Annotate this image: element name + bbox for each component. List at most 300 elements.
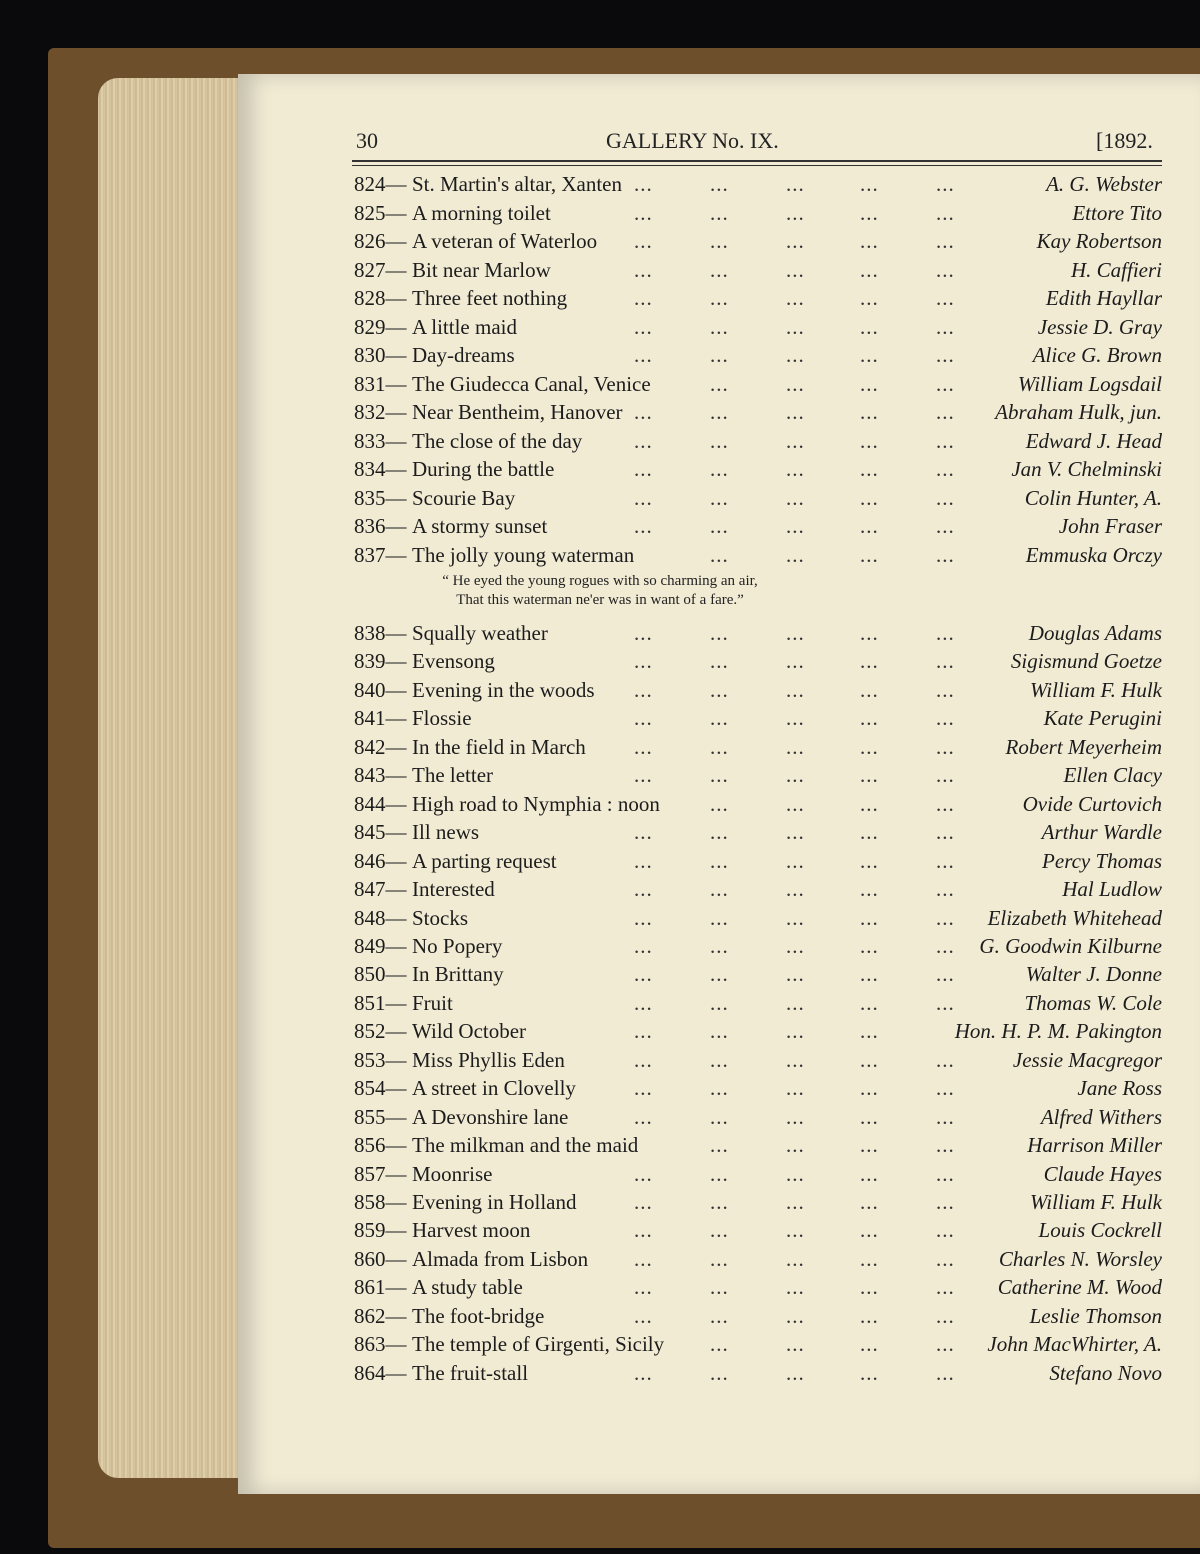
leader-dots: ... bbox=[936, 371, 955, 396]
entry-artist: Alice G. Brown bbox=[1032, 343, 1162, 367]
leader-dots: ... bbox=[710, 485, 729, 510]
leader-dots: ... bbox=[860, 649, 879, 674]
entry-title: In Brittany bbox=[412, 962, 504, 987]
leader-dots: ... bbox=[710, 514, 729, 538]
leader-dots: ... bbox=[936, 1076, 955, 1101]
entry-artist: Arthur Wardle bbox=[1041, 820, 1162, 845]
entry-artist: Charles N. Worsley bbox=[998, 1246, 1162, 1271]
entry-title: St. Martin's altar, Xanten bbox=[412, 172, 622, 196]
leader-dots: ... bbox=[634, 1360, 653, 1385]
leader-dots: ... bbox=[786, 1246, 805, 1271]
leader-dots: ... bbox=[634, 229, 653, 253]
leader-dots: ... bbox=[936, 1104, 955, 1129]
leader-dots: ... bbox=[634, 457, 653, 481]
entry-number: 851— bbox=[354, 990, 407, 1015]
leader-dots: ... bbox=[860, 933, 879, 958]
catalogue-entry bbox=[0, 1304, 1200, 1332]
leader-dots: ... bbox=[860, 514, 879, 538]
leader-dots: ... bbox=[634, 848, 653, 873]
leader-dots: ... bbox=[936, 990, 955, 1015]
leader-dots: ... bbox=[936, 1047, 955, 1072]
catalogue-entry bbox=[0, 457, 1200, 485]
entry-number: 853— bbox=[354, 1047, 407, 1072]
entry-artist: Edward J. Head bbox=[1025, 428, 1162, 453]
entry-number: 849— bbox=[354, 933, 407, 958]
entry-title: Near Bentheim, Hanover bbox=[412, 400, 623, 424]
leader-dots: ... bbox=[634, 734, 653, 759]
entry-title: Day-dreams bbox=[412, 343, 515, 367]
leader-dots: ... bbox=[936, 200, 955, 225]
catalogue-entry bbox=[0, 962, 1200, 990]
entry-number: 841— bbox=[354, 706, 407, 731]
catalogue-entry bbox=[0, 792, 1200, 820]
entry-title: Fruit bbox=[412, 990, 453, 1015]
leader-dots: ... bbox=[710, 962, 729, 987]
leader-dots: ... bbox=[634, 1161, 653, 1186]
leader-dots: ... bbox=[860, 371, 879, 396]
leader-dots: ... bbox=[786, 514, 805, 538]
entry-artist: Ettore Tito bbox=[1072, 200, 1162, 225]
entry-title: A veteran of Waterloo bbox=[412, 229, 598, 253]
catalogue-entry bbox=[0, 849, 1200, 877]
entry-number: 828— bbox=[354, 286, 407, 310]
entry-number: 832— bbox=[354, 400, 407, 424]
entry-artist: Hon. H. P. M. Pakington bbox=[954, 1019, 1162, 1044]
leader-dots: ... bbox=[786, 343, 805, 367]
entry-title: Almada from Lisbon bbox=[412, 1246, 589, 1271]
entry-title: A stormy sunset bbox=[412, 514, 548, 538]
leader-dots: ... bbox=[936, 1360, 955, 1385]
leader-dots: ... bbox=[936, 485, 955, 510]
entry-number: 837— bbox=[354, 542, 407, 567]
leader-dots: ... bbox=[710, 1161, 729, 1186]
leader-dots: ... bbox=[936, 1190, 955, 1214]
catalogue-entry bbox=[0, 1190, 1200, 1218]
leader-dots: ... bbox=[936, 677, 955, 702]
entry-title: The jolly young waterman bbox=[412, 542, 635, 567]
entry-number: 824— bbox=[354, 172, 407, 196]
leader-dots: ... bbox=[710, 990, 729, 1015]
leader-dots: ... bbox=[634, 706, 653, 731]
leader-dots: ... bbox=[786, 1161, 805, 1186]
leader-dots: ... bbox=[710, 791, 729, 816]
leader-dots: ... bbox=[936, 1133, 955, 1158]
leader-dots: ... bbox=[710, 400, 729, 424]
leader-dots: ... bbox=[860, 962, 879, 987]
catalogue-entry bbox=[0, 1105, 1200, 1133]
leader-dots: ... bbox=[710, 1076, 729, 1101]
leader-dots: ... bbox=[634, 1218, 653, 1243]
leader-dots: ... bbox=[936, 428, 955, 453]
entry-artist: Emmuska Orczy bbox=[1025, 542, 1162, 567]
leader-dots: ... bbox=[936, 1246, 955, 1271]
catalogue-entry bbox=[0, 820, 1200, 848]
leader-dots: ... bbox=[936, 877, 955, 902]
catalogue-entry bbox=[0, 1332, 1200, 1360]
entry-number: 829— bbox=[354, 314, 407, 339]
leader-dots: ... bbox=[634, 1047, 653, 1072]
entry-number: 834— bbox=[354, 457, 407, 481]
leader-dots: ... bbox=[860, 1047, 879, 1072]
entry-title: The temple of Girgenti, Sicily bbox=[412, 1332, 665, 1357]
entry-title: A study table bbox=[412, 1275, 523, 1300]
leader-dots: ... bbox=[634, 1076, 653, 1101]
leader-dots: ... bbox=[634, 933, 653, 958]
catalogue-entry bbox=[0, 201, 1200, 229]
leader-dots: ... bbox=[786, 933, 805, 958]
leader-dots: ... bbox=[634, 763, 653, 788]
catalogue-entry bbox=[0, 1218, 1200, 1246]
leader-dots: ... bbox=[786, 1019, 805, 1044]
entry-artist: Sigismund Goetze bbox=[1010, 649, 1162, 674]
leader-dots: ... bbox=[634, 820, 653, 845]
entry-title: No Popery bbox=[412, 933, 503, 958]
leader-dots: ... bbox=[786, 706, 805, 731]
leader-dots: ... bbox=[710, 1190, 729, 1214]
entry-title: The milkman and the maid bbox=[412, 1133, 639, 1158]
catalogue-entry bbox=[0, 735, 1200, 763]
leader-dots: ... bbox=[786, 820, 805, 845]
entry-artist: John MacWhirter, A. bbox=[987, 1332, 1162, 1357]
entry-number: 840— bbox=[354, 677, 407, 702]
leader-dots: ... bbox=[860, 706, 879, 731]
leader-dots: ... bbox=[936, 457, 955, 481]
catalogue-entry bbox=[0, 991, 1200, 1019]
entry-artist: Walter J. Donne bbox=[1025, 962, 1162, 987]
catalogue-entry bbox=[0, 400, 1200, 428]
entry-artist: Louis Cockrell bbox=[1038, 1218, 1162, 1243]
leader-dots: ... bbox=[786, 1076, 805, 1101]
leader-dots: ... bbox=[710, 371, 729, 396]
entry-number: 842— bbox=[354, 734, 407, 759]
leader-dots: ... bbox=[634, 905, 653, 930]
leader-dots: ... bbox=[634, 1275, 653, 1300]
leader-dots: ... bbox=[860, 848, 879, 873]
catalogue-entry bbox=[0, 229, 1200, 257]
leader-dots: ... bbox=[634, 677, 653, 702]
leader-dots: ... bbox=[860, 257, 879, 282]
catalogue-entry bbox=[0, 678, 1200, 706]
entry-artist: Robert Meyerheim bbox=[1005, 734, 1162, 759]
entry-artist: Kay Robertson bbox=[1036, 229, 1162, 253]
entry-number: 860— bbox=[354, 1246, 407, 1271]
leader-dots: ... bbox=[860, 1332, 879, 1357]
entry-artist: Stefano Novo bbox=[1049, 1360, 1162, 1385]
leader-dots: ... bbox=[710, 877, 729, 902]
leader-dots: ... bbox=[710, 257, 729, 282]
leader-dots: ... bbox=[860, 1161, 879, 1186]
leader-dots: ... bbox=[710, 1332, 729, 1357]
leader-dots: ... bbox=[634, 990, 653, 1015]
leader-dots: ... bbox=[710, 1360, 729, 1385]
leader-dots: ... bbox=[860, 343, 879, 367]
leader-dots: ... bbox=[860, 457, 879, 481]
entry-title: Squally weather bbox=[412, 621, 548, 645]
leader-dots: ... bbox=[710, 542, 729, 567]
entry-number: 843— bbox=[354, 763, 407, 788]
catalogue-entry bbox=[0, 1275, 1200, 1303]
leader-dots: ... bbox=[710, 763, 729, 788]
leader-dots: ... bbox=[710, 1303, 729, 1328]
leader-dots: ... bbox=[710, 734, 729, 759]
leader-dots: ... bbox=[860, 877, 879, 902]
page-number: 30 bbox=[356, 128, 378, 153]
catalogue-entry bbox=[0, 1247, 1200, 1275]
leader-dots: ... bbox=[860, 1275, 879, 1300]
entry-title: High road to Nymphia : noon bbox=[412, 791, 660, 816]
leader-dots: ... bbox=[860, 1190, 879, 1214]
leader-dots: ... bbox=[786, 1104, 805, 1129]
leader-dots: ... bbox=[710, 905, 729, 930]
leader-dots: ... bbox=[936, 621, 955, 645]
leader-dots: ... bbox=[710, 428, 729, 453]
leader-dots: ... bbox=[710, 706, 729, 731]
leader-dots: ... bbox=[936, 706, 955, 731]
leader-dots: ... bbox=[786, 1218, 805, 1243]
entry-title: The foot-bridge bbox=[412, 1303, 545, 1328]
leader-dots: ... bbox=[860, 1303, 879, 1328]
catalogue-entry bbox=[0, 286, 1200, 314]
entry-number: 857— bbox=[354, 1161, 407, 1186]
entry-artist: John Fraser bbox=[1058, 514, 1162, 538]
leader-dots: ... bbox=[860, 314, 879, 339]
entry-number: 856— bbox=[354, 1133, 407, 1158]
entry-number: 855— bbox=[354, 1104, 407, 1129]
leader-dots: ... bbox=[710, 1218, 729, 1243]
leader-dots: ... bbox=[710, 1246, 729, 1271]
header-rule bbox=[352, 160, 1162, 162]
leader-dots: ... bbox=[860, 229, 879, 253]
entry-number: 854— bbox=[354, 1076, 407, 1101]
entry-title: The Giudecca Canal, Venice bbox=[412, 371, 651, 396]
leader-dots: ... bbox=[786, 905, 805, 930]
entry-title: Evening in Holland bbox=[412, 1190, 577, 1214]
entry-title: The fruit-stall bbox=[412, 1360, 529, 1385]
leader-dots: ... bbox=[860, 428, 879, 453]
entry-artist: Edith Hayllar bbox=[1045, 286, 1162, 310]
leader-dots: ... bbox=[710, 1104, 729, 1129]
leader-dots: ... bbox=[936, 1303, 955, 1328]
catalogue-entry bbox=[0, 372, 1200, 400]
leader-dots: ... bbox=[860, 1019, 879, 1044]
leader-dots: ... bbox=[860, 1246, 879, 1271]
catalogue-entry bbox=[0, 934, 1200, 962]
entry-artist: Abraham Hulk, jun. bbox=[995, 400, 1162, 424]
catalogue-entry bbox=[0, 486, 1200, 514]
leader-dots: ... bbox=[786, 1047, 805, 1072]
leader-dots: ... bbox=[786, 1360, 805, 1385]
leader-dots: ... bbox=[634, 428, 653, 453]
leader-dots: ... bbox=[710, 286, 729, 310]
leader-dots: ... bbox=[936, 820, 955, 845]
catalogue-entry bbox=[0, 1076, 1200, 1104]
header-rule-thin bbox=[352, 165, 1162, 166]
quote-line: “ He eyed the young rogues with so charming an air, bbox=[442, 573, 758, 589]
leader-dots: ... bbox=[634, 257, 653, 282]
entry-number: 844— bbox=[354, 791, 407, 816]
catalogue-entry bbox=[0, 877, 1200, 905]
entry-title: Wild October bbox=[412, 1019, 527, 1044]
entry-title: Bit near Marlow bbox=[412, 257, 551, 282]
leader-dots: ... bbox=[936, 734, 955, 759]
leader-dots: ... bbox=[936, 763, 955, 788]
leader-dots: ... bbox=[710, 343, 729, 367]
quote-line: That this waterman ne'er was in want of a fare.” bbox=[456, 592, 744, 608]
leader-dots: ... bbox=[936, 314, 955, 339]
entry-artist: Catherine M. Wood bbox=[997, 1275, 1162, 1300]
leader-dots: ... bbox=[786, 1332, 805, 1357]
leader-dots: ... bbox=[634, 1104, 653, 1129]
entry-number: 836— bbox=[354, 514, 407, 538]
catalogue-entry bbox=[0, 429, 1200, 457]
entry-artist: Thomas W. Cole bbox=[1024, 990, 1162, 1015]
leader-dots: ... bbox=[786, 229, 805, 253]
leader-dots: ... bbox=[634, 621, 653, 645]
entry-title: Three feet nothing bbox=[412, 286, 568, 310]
leader-dots: ... bbox=[634, 962, 653, 987]
leader-dots: ... bbox=[786, 848, 805, 873]
entry-artist: William Logsdail bbox=[1017, 371, 1162, 396]
entry-title: Evensong bbox=[412, 649, 495, 674]
leader-dots: ... bbox=[936, 962, 955, 987]
entry-number: 826— bbox=[354, 229, 407, 253]
entry-artist: Hal Ludlow bbox=[1062, 877, 1162, 902]
leader-dots: ... bbox=[786, 1133, 805, 1158]
entry-number: 858— bbox=[354, 1190, 407, 1214]
leader-dots: ... bbox=[786, 763, 805, 788]
leader-dots: ... bbox=[786, 200, 805, 225]
leader-dots: ... bbox=[936, 1275, 955, 1300]
entry-title: The letter bbox=[412, 763, 494, 788]
leader-dots: ... bbox=[710, 200, 729, 225]
leader-dots: ... bbox=[710, 848, 729, 873]
leader-dots: ... bbox=[936, 286, 955, 310]
catalogue-entry bbox=[0, 1162, 1200, 1190]
leader-dots: ... bbox=[786, 400, 805, 424]
catalogue-entry bbox=[0, 543, 1200, 571]
entry-number: 847— bbox=[354, 877, 407, 902]
leader-dots: ... bbox=[860, 791, 879, 816]
entry-title: Evening in the woods bbox=[412, 677, 595, 702]
catalogue-entry bbox=[0, 1019, 1200, 1047]
leader-dots: ... bbox=[786, 791, 805, 816]
leader-dots: ... bbox=[786, 257, 805, 282]
entry-artist: Colin Hunter, A. bbox=[1024, 485, 1162, 510]
leader-dots: ... bbox=[860, 1360, 879, 1385]
leader-dots: ... bbox=[936, 229, 955, 253]
entry-artist: Leslie Thomson bbox=[1029, 1303, 1162, 1328]
catalogue-entry bbox=[0, 763, 1200, 791]
catalogue-entry bbox=[0, 706, 1200, 734]
entry-title: A little maid bbox=[412, 314, 517, 339]
entry-number: 833— bbox=[354, 428, 407, 453]
catalogue-entry bbox=[0, 514, 1200, 542]
leader-dots: ... bbox=[634, 877, 653, 902]
entry-number: 848— bbox=[354, 905, 407, 930]
leader-dots: ... bbox=[634, 1303, 653, 1328]
catalogue-entry bbox=[0, 649, 1200, 677]
leader-dots: ... bbox=[710, 1275, 729, 1300]
leader-dots: ... bbox=[936, 257, 955, 282]
entry-title: The close of the day bbox=[412, 428, 583, 453]
entry-artist: Ovide Curtovich bbox=[1022, 791, 1162, 816]
leader-dots: ... bbox=[634, 286, 653, 310]
leader-dots: ... bbox=[710, 820, 729, 845]
leader-dots: ... bbox=[936, 933, 955, 958]
leader-dots: ... bbox=[634, 649, 653, 674]
leader-dots: ... bbox=[710, 229, 729, 253]
leader-dots: ... bbox=[634, 1246, 653, 1271]
leader-dots: ... bbox=[786, 542, 805, 567]
leader-dots: ... bbox=[860, 542, 879, 567]
catalogue-entry bbox=[0, 343, 1200, 371]
entry-number: 835— bbox=[354, 485, 407, 510]
leader-dots: ... bbox=[634, 1190, 653, 1214]
leader-dots: ... bbox=[786, 1275, 805, 1300]
leader-dots: ... bbox=[860, 990, 879, 1015]
entry-artist: William F. Hulk bbox=[1029, 1190, 1162, 1214]
entry-number: 861— bbox=[354, 1275, 407, 1300]
entry-title: Interested bbox=[412, 877, 495, 902]
entry-artist: Jessie D. Gray bbox=[1037, 314, 1162, 339]
entry-title: Ill news bbox=[412, 820, 480, 845]
leader-dots: ... bbox=[710, 172, 729, 196]
leader-dots: ... bbox=[786, 1190, 805, 1214]
leader-dots: ... bbox=[634, 514, 653, 538]
catalogue-entry bbox=[0, 1048, 1200, 1076]
leader-dots: ... bbox=[936, 1332, 955, 1357]
catalogue-entry bbox=[0, 1361, 1200, 1389]
leader-dots: ... bbox=[936, 905, 955, 930]
leader-dots: ... bbox=[860, 485, 879, 510]
entry-number: 831— bbox=[354, 371, 407, 396]
entry-number: 825— bbox=[354, 200, 407, 225]
leader-dots: ... bbox=[710, 1019, 729, 1044]
leader-dots: ... bbox=[634, 485, 653, 510]
entry-title: A parting request bbox=[412, 848, 557, 873]
leader-dots: ... bbox=[936, 542, 955, 567]
entry-number: 846— bbox=[354, 848, 407, 873]
entry-title: In the field in March bbox=[412, 734, 586, 759]
leader-dots: ... bbox=[786, 734, 805, 759]
leader-dots: ... bbox=[786, 990, 805, 1015]
entry-number: 827— bbox=[354, 257, 407, 282]
leader-dots: ... bbox=[936, 848, 955, 873]
leader-dots: ... bbox=[860, 1133, 879, 1158]
entry-artist: G. Goodwin Kilburne bbox=[979, 933, 1162, 958]
catalogue-entry bbox=[0, 258, 1200, 286]
entry-number: 859— bbox=[354, 1218, 407, 1243]
entry-number: 850— bbox=[354, 962, 407, 987]
leader-dots: ... bbox=[710, 1047, 729, 1072]
catalogue-entry bbox=[0, 906, 1200, 934]
entry-artist: Claude Hayes bbox=[1043, 1161, 1162, 1186]
leader-dots: ... bbox=[786, 314, 805, 339]
leader-dots: ... bbox=[860, 1218, 879, 1243]
leader-dots: ... bbox=[860, 763, 879, 788]
entry-artist: Kate Perugini bbox=[1043, 706, 1162, 731]
leader-dots: ... bbox=[786, 371, 805, 396]
page-header bbox=[0, 128, 1200, 158]
entry-title: A morning toilet bbox=[412, 200, 551, 225]
entry-artist: Elizabeth Whitehead bbox=[987, 905, 1162, 930]
leader-dots: ... bbox=[860, 621, 879, 645]
entry-title: During the battle bbox=[412, 457, 555, 481]
entry-number: 830— bbox=[354, 343, 407, 367]
leader-dots: ... bbox=[634, 172, 653, 196]
entry-number: 864— bbox=[354, 1360, 407, 1385]
gallery-title: GALLERY No. IX. bbox=[606, 128, 779, 153]
